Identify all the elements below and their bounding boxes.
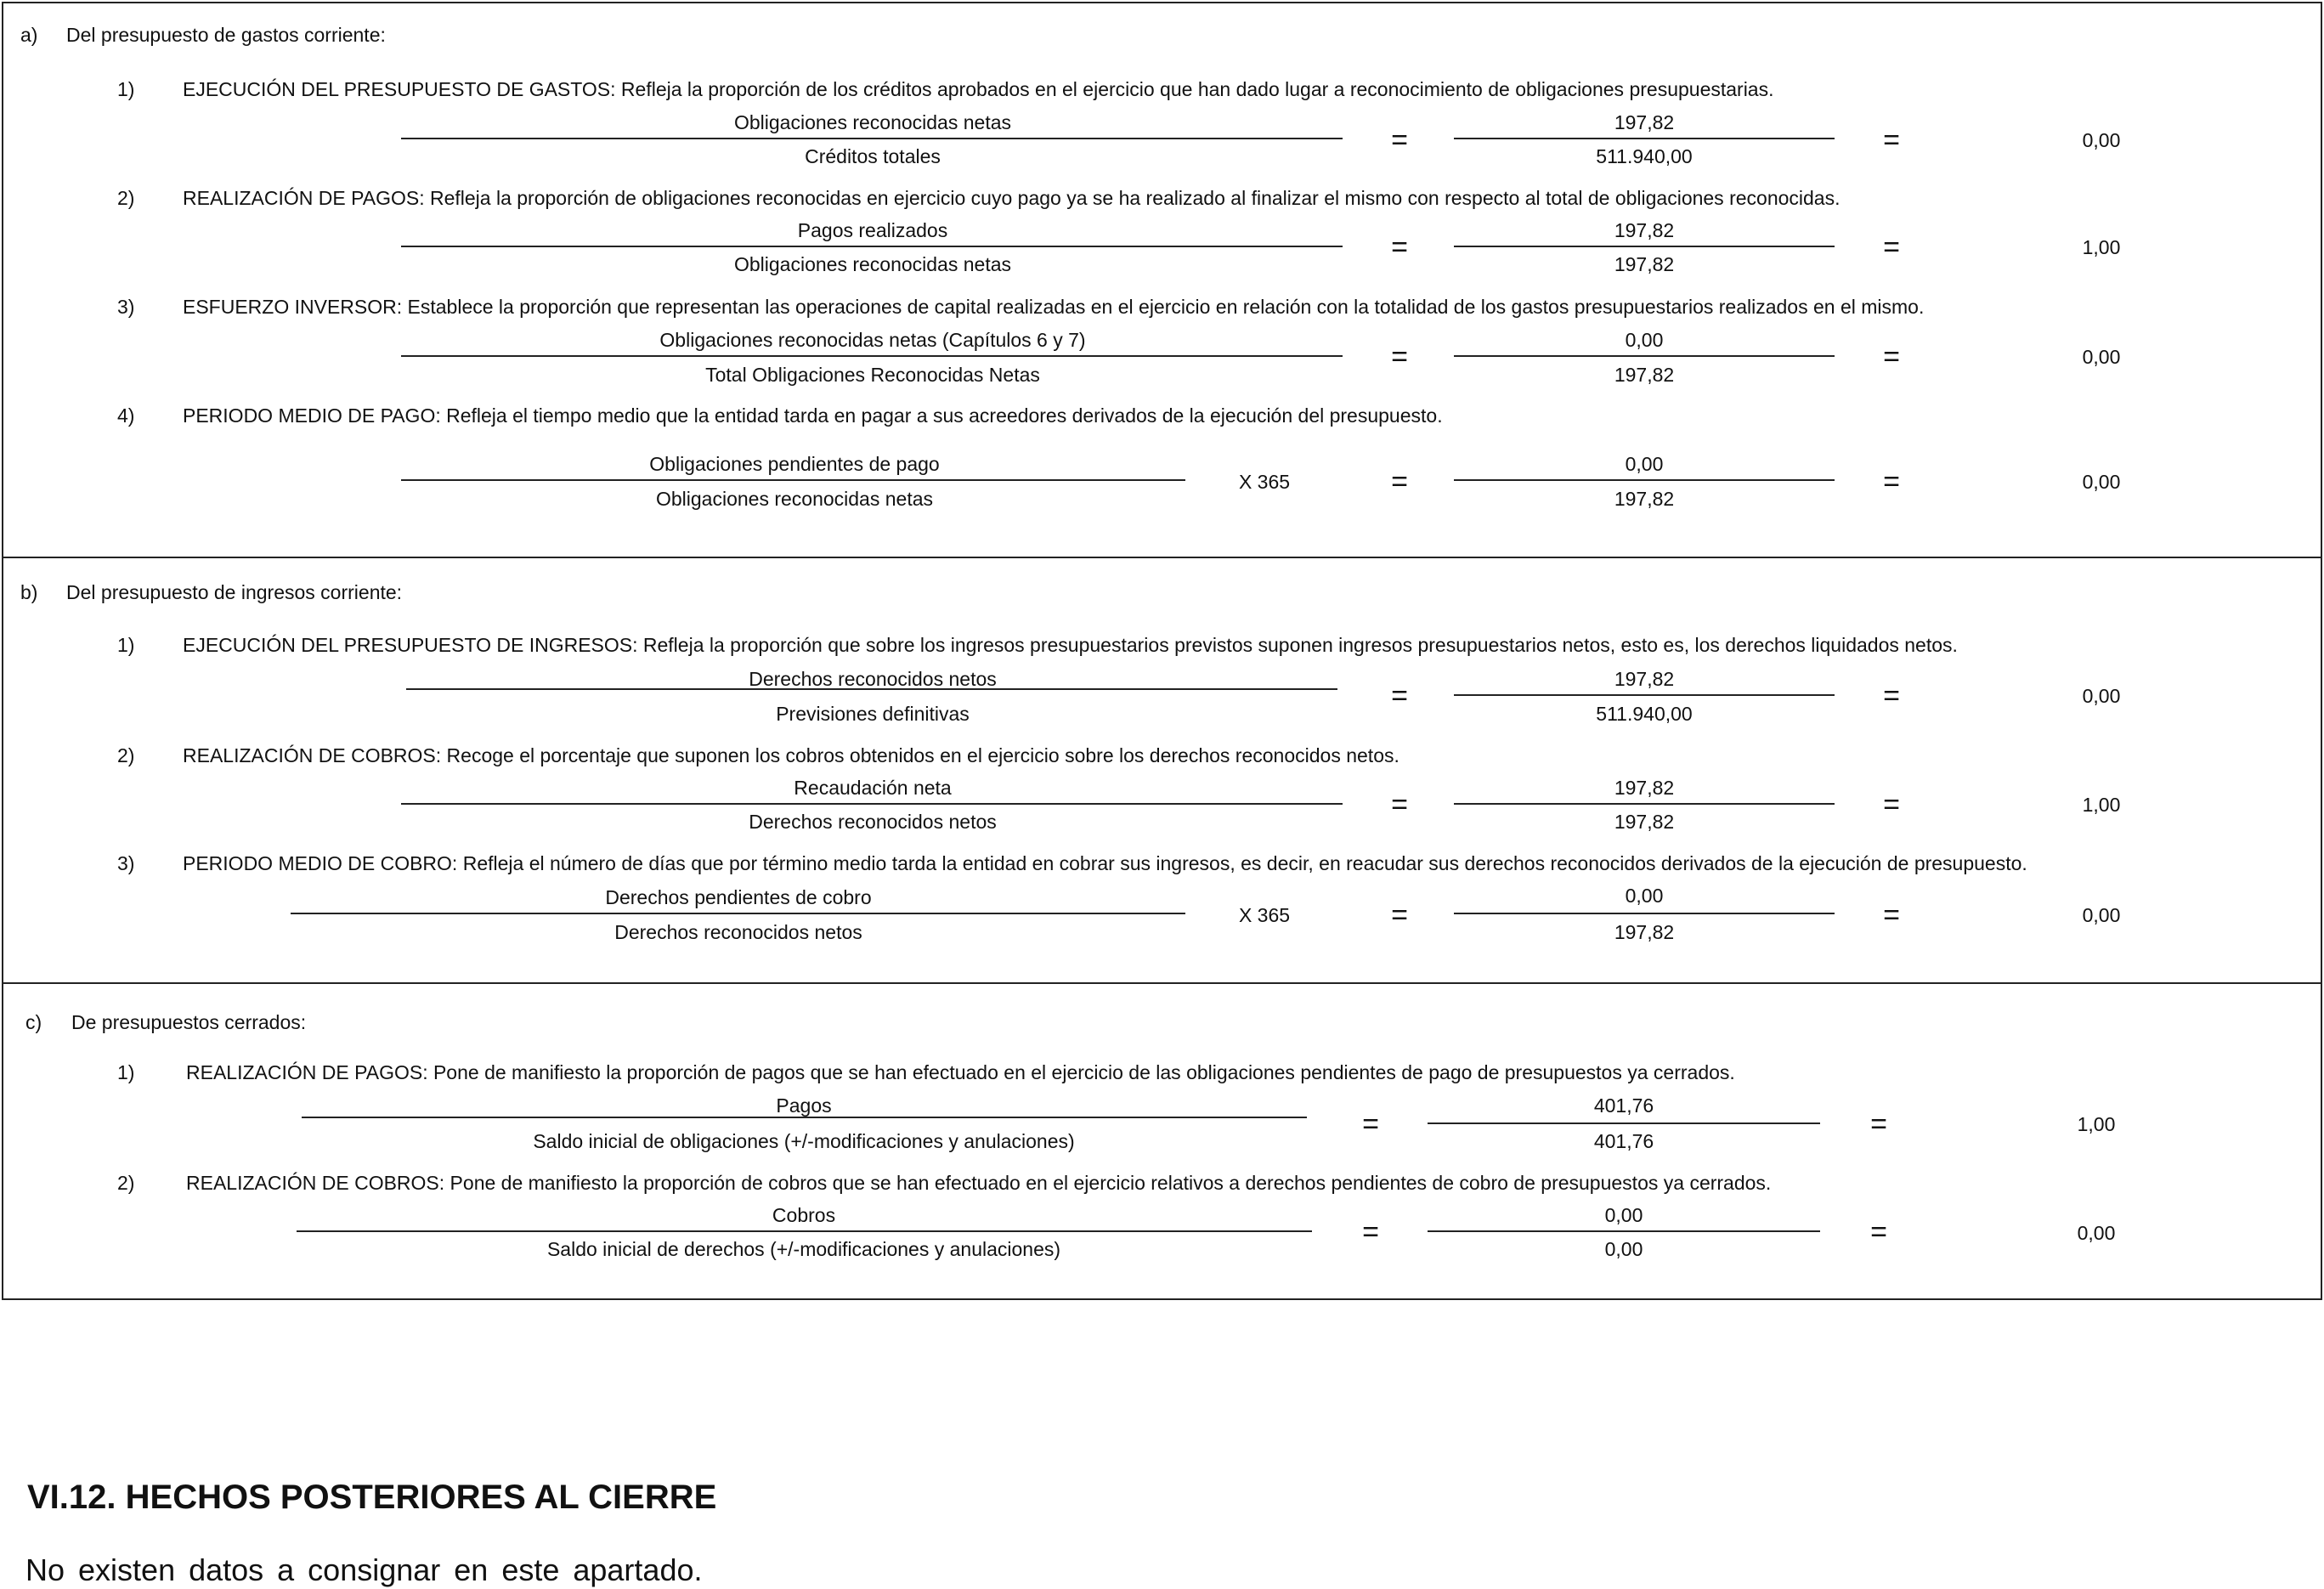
- item-description: EJECUCIÓN DEL PRESUPUESTO DE INGRESOS: Refleja la proporción que sobre los ingresos presupuestarios previstos suponen ingresos presupuestarios netos, esto es, los derechos liquidados netos.: [183, 634, 1958, 656]
- item-number: 2): [117, 1172, 135, 1194]
- fraction-line: [1454, 694, 1835, 696]
- fraction-line: [1428, 1230, 1820, 1232]
- equals-sign: =: [1883, 466, 1900, 498]
- denominator-label: Derechos reconocidos netos: [614, 921, 862, 943]
- section-c-label: c): [25, 1011, 42, 1033]
- ratio-result: 0,00: [2082, 346, 2121, 368]
- numerator-label: Obligaciones pendientes de pago: [649, 453, 940, 475]
- numerator-value: 0,00: [1625, 453, 1664, 475]
- item-description: PERIODO MEDIO DE PAGO: Refleja el tiempo medio que la entidad tarda en pagar a sus acreedores derivados de la ejecución del presupuesto.: [183, 404, 1443, 427]
- numerator-value: 0,00: [1625, 885, 1664, 907]
- numerator-label: Obligaciones reconocidas netas (Capítulos 6 y 7): [659, 329, 1086, 351]
- denominator-label: Saldo inicial de derechos (+/-modificaciones y anulaciones): [546, 1238, 1061, 1260]
- section-c-title: De presupuestos cerrados:: [71, 1011, 307, 1033]
- item-description: ESFUERZO INVERSOR: Establece la proporción que representan las operaciones de capital realizadas en el ejercicio en relación con la totalidad de los gastos presupuestarios realizados en el mismo.: [183, 296, 1925, 318]
- fraction-line: [1454, 479, 1835, 481]
- item-description: REALIZACIÓN DE PAGOS: Refleja la proporción de obligaciones reconocidas en ejercicio cuyo pago ya se ha realizado al finalizar el mismo con respecto al total de obligaciones reconocidas.: [183, 187, 1841, 209]
- equals-sign: =: [1391, 124, 1408, 156]
- fraction-line: [401, 246, 1343, 247]
- section-c-box: [2, 982, 2322, 1300]
- numerator-value: 197,82: [1614, 219, 1675, 241]
- ratio-result: 1,00: [2077, 1113, 2116, 1135]
- numerator-label: Derechos pendientes de cobro: [605, 886, 872, 908]
- numerator-value: 197,82: [1614, 777, 1675, 799]
- item-number: 2): [117, 187, 135, 209]
- numerator-value: 401,76: [1593, 1094, 1654, 1117]
- fraction-line: [297, 1230, 1312, 1232]
- denominator-label: Saldo inicial de obligaciones (+/-modificaciones y anulaciones): [533, 1130, 1075, 1152]
- denominator-value: 197,82: [1614, 488, 1675, 510]
- multiplier: X 365: [1238, 471, 1291, 493]
- equals-sign: =: [1391, 466, 1408, 498]
- fraction-line: [401, 803, 1343, 805]
- denominator-value: 511.940,00: [1596, 145, 1693, 167]
- fraction-line: [1428, 1122, 1820, 1124]
- fraction-line: [291, 913, 1185, 914]
- item-number: 3): [117, 296, 135, 318]
- item-description: REALIZACIÓN DE COBROS: Recoge el porcentaje que suponen los cobros obtenidos en el ejercicio sobre los derechos reconocidos netos.: [183, 744, 1399, 766]
- numerator-value: 0,00: [1625, 329, 1664, 351]
- denominator-label: Obligaciones reconocidas netas: [733, 253, 1012, 275]
- denominator-value: 197,82: [1614, 811, 1675, 833]
- equals-sign: =: [1391, 341, 1408, 373]
- equals-sign: =: [1391, 789, 1408, 821]
- ratio-result: 0,00: [2082, 904, 2121, 926]
- numerator-label: Pagos realizados: [797, 219, 948, 241]
- denominator-value: 197,82: [1614, 253, 1675, 275]
- fraction-line: [1454, 803, 1835, 805]
- equals-sign: =: [1870, 1216, 1887, 1248]
- item-description: EJECUCIÓN DEL PRESUPUESTO DE GASTOS: Refleja la proporción de los créditos aprobados en el ejercicio que han dado lugar a reconocimiento de obligaciones presupuestarias.: [183, 78, 1774, 100]
- numerator-label: Derechos reconocidos netos: [749, 668, 997, 690]
- equals-sign: =: [1870, 1108, 1887, 1140]
- denominator-value: 511.940,00: [1596, 703, 1693, 725]
- denominator-value: 401,76: [1593, 1130, 1654, 1152]
- item-description: REALIZACIÓN DE COBROS: Pone de manifiesto la proporción de cobros que se han efectuado en el ejercicio relativos a derechos pendientes de cobro de presupuestos ya cerrados.: [186, 1172, 1772, 1194]
- section-a-label: a): [20, 24, 38, 46]
- denominator-value: 197,82: [1614, 364, 1675, 386]
- item-number: 1): [117, 634, 135, 656]
- equals-sign: =: [1391, 899, 1408, 931]
- ratio-result: 0,00: [2082, 471, 2121, 493]
- item-number: 1): [117, 1061, 135, 1083]
- section-b-label: b): [20, 581, 38, 603]
- item-description: REALIZACIÓN DE PAGOS: Pone de manifiesto la proporción de pagos que se han efectuado en el ejercicio de las obligaciones pendientes de pago de presupuestos ya cerrados.: [186, 1061, 1735, 1083]
- fraction-line: [1454, 138, 1835, 139]
- section-body-text: No existen datos a consignar en este apartado.: [25, 1552, 703, 1587]
- fraction-line: [1454, 355, 1835, 357]
- equals-sign: =: [1883, 789, 1900, 821]
- denominator-label: Créditos totales: [805, 145, 941, 167]
- fraction-line: [1454, 246, 1835, 247]
- section-a-title: Del presupuesto de gastos corriente:: [66, 24, 386, 46]
- equals-sign: =: [1362, 1108, 1379, 1140]
- fraction-line: [302, 1117, 1307, 1118]
- equals-sign: =: [1391, 680, 1408, 712]
- numerator-value: 197,82: [1614, 668, 1675, 690]
- fraction-line: [401, 355, 1343, 357]
- denominator-label: Derechos reconocidos netos: [749, 811, 997, 833]
- denominator-label: Obligaciones reconocidas netas: [655, 488, 934, 510]
- equals-sign: =: [1883, 124, 1900, 156]
- denominator-value: 197,82: [1614, 921, 1675, 943]
- equals-sign: =: [1883, 680, 1900, 712]
- equals-sign: =: [1883, 899, 1900, 931]
- denominator-value: 0,00: [1604, 1238, 1643, 1260]
- item-number: 3): [117, 852, 135, 874]
- fraction-line: [401, 138, 1343, 139]
- item-number: 1): [117, 78, 135, 100]
- numerator-label: Cobros: [772, 1204, 836, 1226]
- section-b-title: Del presupuesto de ingresos corriente:: [66, 581, 403, 603]
- multiplier: X 365: [1238, 904, 1291, 926]
- denominator-label: Total Obligaciones Reconocidas Netas: [705, 364, 1040, 386]
- section-heading: VI.12. HECHOS POSTERIORES AL CIERRE: [27, 1479, 717, 1516]
- equals-sign: =: [1883, 231, 1900, 263]
- numerator-value: 0,00: [1604, 1204, 1643, 1226]
- section-b-box: [2, 557, 2322, 984]
- numerator-label: Obligaciones reconocidas netas: [733, 111, 1012, 133]
- item-description: PERIODO MEDIO DE COBRO: Refleja el número de días que por término medio tarda la entidad en cobrar sus ingresos, es decir, en reacudar sus derechos reconocidos derivados de la ejecución de presupuesto.: [183, 852, 2027, 874]
- ratio-result: 1,00: [2082, 236, 2121, 258]
- fraction-line: [406, 688, 1337, 690]
- fraction-line: [401, 479, 1185, 481]
- equals-sign: =: [1883, 341, 1900, 373]
- ratio-result: 1,00: [2082, 794, 2121, 816]
- equals-sign: =: [1362, 1216, 1379, 1248]
- equals-sign: =: [1391, 231, 1408, 263]
- ratio-result: 0,00: [2082, 685, 2121, 707]
- ratio-result: 0,00: [2077, 1222, 2116, 1244]
- item-number: 4): [117, 404, 135, 427]
- ratio-result: 0,00: [2082, 129, 2121, 151]
- item-number: 2): [117, 744, 135, 766]
- numerator-label: Pagos: [776, 1094, 832, 1117]
- fraction-line: [1454, 913, 1835, 914]
- numerator-label: Recaudación neta: [794, 777, 952, 799]
- numerator-value: 197,82: [1614, 111, 1675, 133]
- denominator-label: Previsiones definitivas: [776, 703, 970, 725]
